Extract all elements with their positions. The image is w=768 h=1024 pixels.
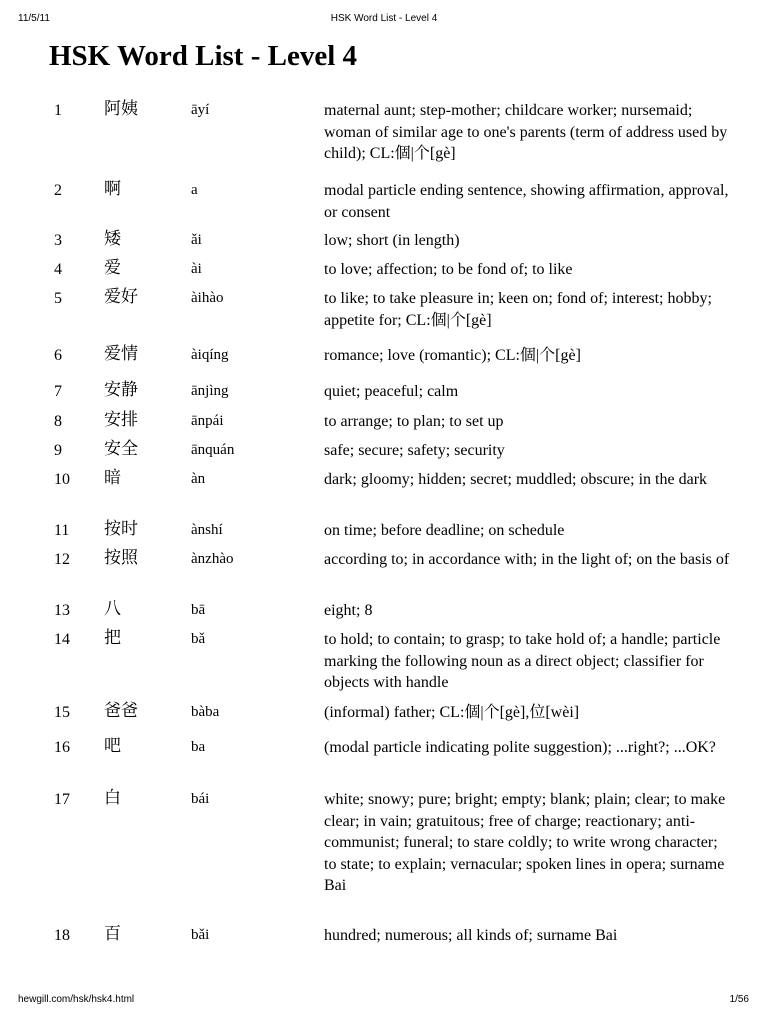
entry-pinyin: bǎi bbox=[191, 927, 210, 943]
list-item bbox=[0, 259, 768, 288]
entry-hanzi: 按时 bbox=[104, 519, 138, 539]
entry-pinyin: ǎi bbox=[191, 232, 202, 248]
entry-definition: romance; love (romantic); CL:個|个[gè] bbox=[324, 347, 581, 364]
print-header bbox=[0, 13, 768, 27]
list-item bbox=[0, 925, 768, 954]
entry-pinyin: bā bbox=[191, 602, 206, 618]
entry-definition: according to; in accordance with; in the light of; on the basis of bbox=[324, 551, 730, 568]
entry-number: 5 bbox=[54, 290, 62, 307]
entry-pinyin: àihào bbox=[191, 290, 224, 306]
entry-number: 9 bbox=[54, 442, 62, 459]
entry-pinyin: ānpái bbox=[191, 413, 224, 429]
print-doc-title: HSK Word List - Level 4 bbox=[330, 13, 438, 24]
entry-hanzi: 安全 bbox=[104, 439, 138, 459]
entry-pinyin: bàba bbox=[191, 704, 220, 720]
list-item bbox=[0, 702, 768, 737]
page-url: hewgill.com/hsk/hsk4.html bbox=[18, 994, 135, 1005]
print-footer bbox=[0, 994, 768, 1008]
entry-definition: to arrange; to plan; to set up bbox=[324, 413, 504, 430]
entry-hanzi: 爱好 bbox=[104, 287, 138, 307]
list-item bbox=[0, 629, 768, 702]
entry-definition: eight; 8 bbox=[324, 602, 373, 619]
page-number: 1/56 bbox=[729, 994, 749, 1005]
entry-hanzi: 安静 bbox=[104, 380, 138, 400]
entry-hanzi: 把 bbox=[104, 628, 121, 648]
entry-hanzi: 爱 bbox=[104, 258, 121, 278]
entry-definition: maternal aunt; step-mother; childcare worker; nursemaid; woman of similar age to one's parents (term of address used by child); CL:個|个[gè] bbox=[324, 102, 728, 162]
entry-definition: modal particle ending sentence, showing affirmation, approval, or consent bbox=[324, 182, 729, 221]
list-item bbox=[0, 520, 768, 549]
entry-definition: white; snowy; pure; bright; empty; blank; plain; clear; to make clear; in vain; gratuitous; free of charge; reactionary; anti-communist; funeral; to stare coldly; to write wrong character; to state; to explain; vernacular; spoken lines in opera; surname Bai bbox=[324, 791, 726, 894]
entry-hanzi: 按照 bbox=[104, 548, 138, 568]
entry-number: 12 bbox=[54, 551, 70, 568]
entry-pinyin: bái bbox=[191, 791, 210, 807]
entry-number: 4 bbox=[54, 261, 62, 278]
list-item bbox=[0, 440, 768, 469]
list-item bbox=[0, 737, 768, 789]
entry-number: 8 bbox=[54, 413, 62, 430]
entry-number: 7 bbox=[54, 383, 62, 400]
entry-definition: hundred; numerous; all kinds of; surname Bai bbox=[324, 927, 618, 944]
word-list bbox=[0, 100, 768, 954]
entry-number: 18 bbox=[54, 927, 70, 944]
entry-definition: (informal) father; CL:個|个[gè],位[wèi] bbox=[324, 704, 580, 721]
entry-pinyin: bǎ bbox=[191, 631, 206, 647]
entry-number: 11 bbox=[54, 522, 70, 539]
entry-definition: to like; to take pleasure in; keen on; fond of; interest; hobby; appetite for; CL:個|个[gè] bbox=[324, 290, 712, 329]
entry-pinyin: ài bbox=[191, 261, 202, 277]
entry-hanzi: 白 bbox=[104, 788, 121, 808]
entry-number: 3 bbox=[54, 232, 62, 249]
list-item bbox=[0, 288, 768, 345]
entry-pinyin: ànzhào bbox=[191, 551, 234, 567]
entry-number: 14 bbox=[54, 631, 70, 648]
entry-number: 13 bbox=[54, 602, 70, 619]
entry-hanzi: 阿姨 bbox=[104, 99, 138, 119]
print-date: 11/5/11 bbox=[18, 13, 50, 24]
list-item bbox=[0, 100, 768, 180]
page-title: HSK Word List - Level 4 bbox=[49, 40, 358, 72]
entry-pinyin: a bbox=[191, 182, 198, 198]
list-item bbox=[0, 600, 768, 629]
entry-pinyin: āyí bbox=[191, 102, 210, 118]
list-item bbox=[0, 180, 768, 230]
entry-hanzi: 矮 bbox=[104, 229, 121, 249]
list-item bbox=[0, 411, 768, 440]
entry-number: 1 bbox=[54, 102, 62, 119]
entry-pinyin: ba bbox=[191, 739, 206, 755]
list-item bbox=[0, 469, 768, 520]
entry-hanzi: 啊 bbox=[104, 179, 121, 199]
entry-hanzi: 安排 bbox=[104, 410, 138, 430]
entry-definition: safe; secure; safety; security bbox=[324, 442, 505, 459]
entry-hanzi: 爸爸 bbox=[104, 701, 138, 721]
entry-definition: dark; gloomy; hidden; secret; muddled; obscure; in the dark bbox=[324, 471, 708, 488]
entry-definition: quiet; peaceful; calm bbox=[324, 383, 459, 400]
list-item bbox=[0, 230, 768, 259]
entry-hanzi: 暗 bbox=[104, 468, 121, 488]
entry-number: 17 bbox=[54, 791, 70, 808]
entry-pinyin: ānjìng bbox=[191, 383, 229, 399]
entry-pinyin: ànshí bbox=[191, 522, 223, 538]
entry-number: 6 bbox=[54, 347, 62, 364]
entry-pinyin: ānquán bbox=[191, 442, 235, 458]
list-item bbox=[0, 549, 768, 600]
entry-number: 15 bbox=[54, 704, 70, 721]
entry-definition: (modal particle indicating polite suggestion); ...right?; ...OK? bbox=[324, 739, 716, 756]
entry-number: 10 bbox=[54, 471, 70, 488]
entry-hanzi: 爱情 bbox=[104, 344, 138, 364]
entry-pinyin: àiqíng bbox=[191, 347, 229, 363]
list-item bbox=[0, 789, 768, 925]
list-item bbox=[0, 381, 768, 411]
entry-number: 16 bbox=[54, 739, 70, 756]
entry-hanzi: 百 bbox=[104, 924, 121, 944]
entry-definition: on time; before deadline; on schedule bbox=[324, 522, 565, 539]
entry-definition: to love; affection; to be fond of; to like bbox=[324, 261, 573, 278]
entry-definition: low; short (in length) bbox=[324, 232, 460, 249]
entry-definition: to hold; to contain; to grasp; to take hold of; a handle; particle marking the following noun as a direct object; classifier for objects with handle bbox=[324, 631, 721, 691]
list-item bbox=[0, 345, 768, 381]
entry-hanzi: 吧 bbox=[104, 736, 121, 756]
entry-hanzi: 八 bbox=[104, 599, 121, 619]
entry-number: 2 bbox=[54, 182, 62, 199]
entry-pinyin: àn bbox=[191, 471, 206, 487]
